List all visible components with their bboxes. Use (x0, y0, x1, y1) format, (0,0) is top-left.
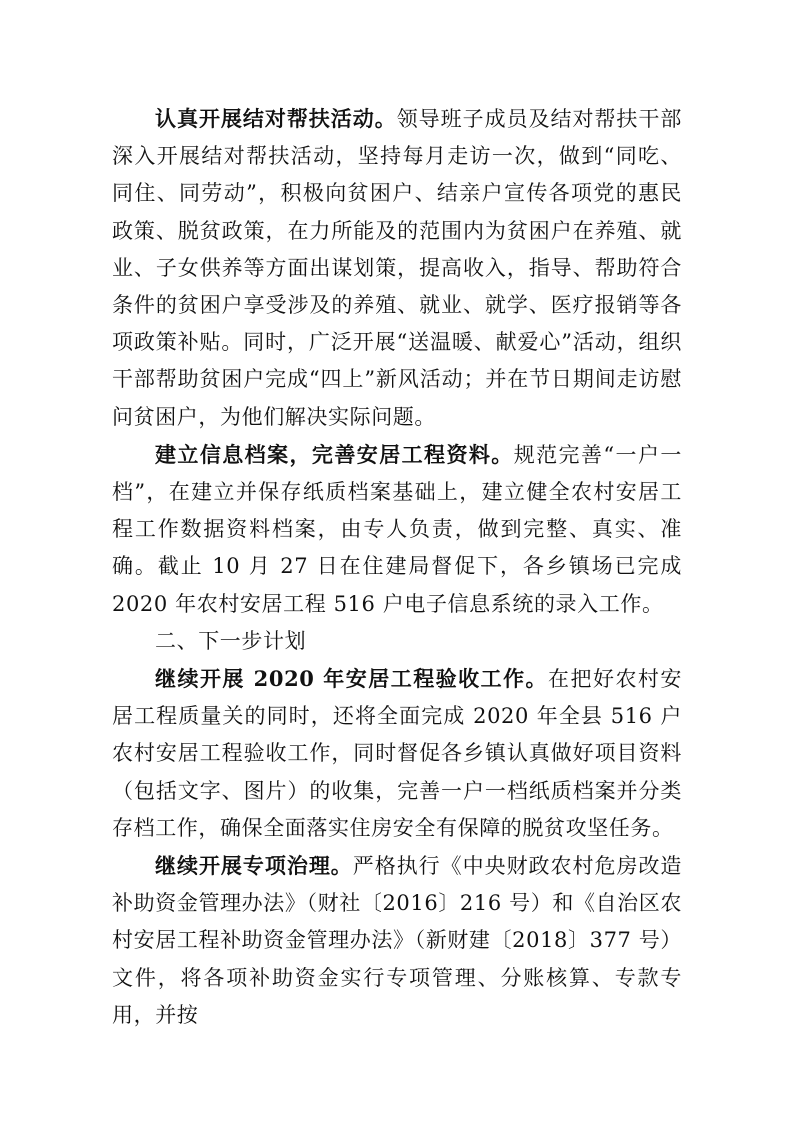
paragraph-lead: 认真开展结对帮扶活动。 (155, 106, 397, 131)
paragraph-lead: 建立信息档案，完善安居工程资料。 (155, 441, 514, 467)
paragraph-special-governance (112, 847, 682, 1034)
section-heading-next-plan: 二、下一步计划 (155, 628, 307, 653)
paragraph-pairing-assistance (112, 100, 682, 436)
paragraph-acceptance-work (112, 660, 682, 847)
paragraph-body: 在把好农村安居工程质量关的同时，还将全面完成 2020 年全县 516 户农村安居工程验收工作，同时督促各乡镇认真做好项目资料（包括文字、图片）的收集，完善一户一档纸质档案并分类存档工作，确保全面落实住房安全有保障的脱贫攻坚任务。 (112, 667, 682, 840)
paragraph-body: 严格执行《中央财政农村危房改造补助资金管理办法》（财社〔2016〕216 号）和《自治区农村安居工程补助资金管理办法》（新财建〔2018〕377 号）文件，将各项补助资金实行专项管理、分账核算、专款专用，并按 (112, 854, 682, 1027)
paragraph-lead: 继续开展 2020 年安居工程验收工作。 (155, 666, 549, 692)
paragraph-archive-records (112, 436, 682, 623)
document-page (112, 100, 682, 1034)
paragraph-body: 领导班子成员及结对帮扶干部深入开展结对帮扶活动，坚持每月走访一次，做到“同吃、同住、同劳动”，积极向贫困户、结亲户宣传各项党的惠民政策、脱贫政策，在力所能及的范围内为贫困户在养殖、就业、子女供养等方面出谋划策，提高收入，指导、帮助符合条件的贫困户享受涉及的养殖、就业、就学、医疗报销等各项政策补贴。同时，广泛开展“送温暖、献爱心”活动，组织干部帮助贫困户完成“四上”新风活动；并在节日期间走访慰问贫困户，为他们解决实际问题。 (112, 107, 682, 429)
paragraph-body: 规范完善“一户一档”，在建立并保存纸质档案基础上，建立健全农村安居工程工作数据资料档案，由专人负责，做到完整、真实、准确。截止 10 月 27 日在住建局督促下，各乡镇场已完成 2020 年农村安居工程 516 户电子信息系统的录入工作。 (112, 442, 682, 616)
paragraph-lead: 继续开展专项治理。 (155, 853, 353, 879)
